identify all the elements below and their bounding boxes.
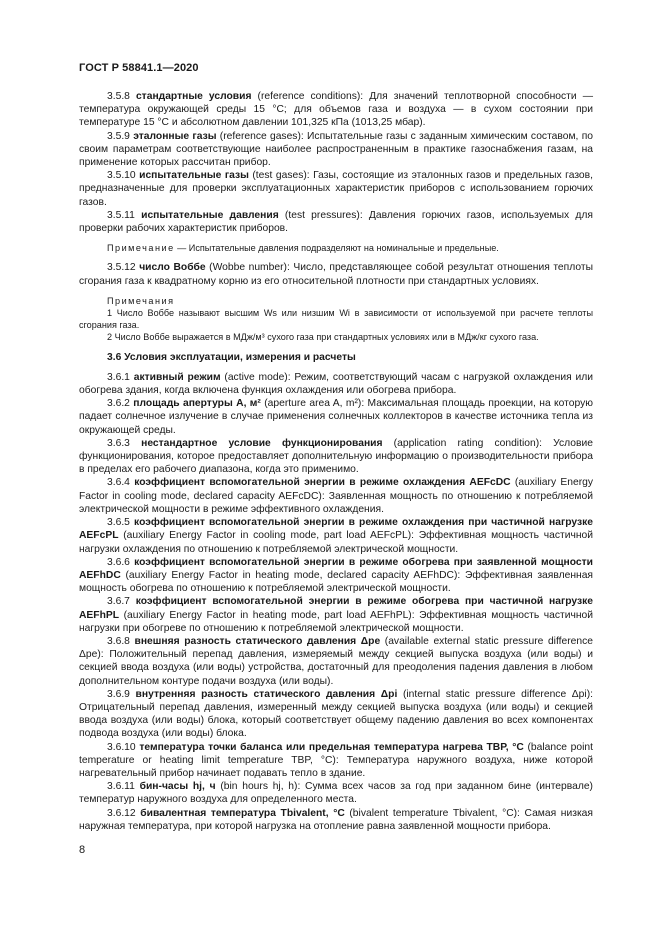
definition-3-6-1 [79, 371, 593, 397]
definition-3-5-9 [79, 130, 593, 170]
term: коэффициент вспомогательной энергии в режиме охлаждения при частичной нагрузке AEFcPL [79, 517, 593, 542]
note-item-1: 1 Число Воббе называют высшим Ws или низшим Wi в зависимости от используемой при расчете теплоты сгорания газа. [79, 308, 593, 331]
page-number: 8 [79, 844, 86, 856]
definition-text: (auxiliary Energy Factor in heating mode, part load AEFhPL): Эффективная мощность частичной нагрузки при обогреве по отношению к потребляемой электрической мощности. [79, 609, 593, 634]
term: испытательные давления [141, 209, 279, 221]
standard-code-header: ГОСТ Р 58841.1—2020 [79, 62, 199, 74]
notes-label: Примечания [107, 295, 175, 306]
term: внешняя разность статического давления Δpe [134, 635, 381, 647]
term: коэффициент вспомогательной энергии в режиме обогрева при частичной нагрузке AEFhPL [79, 596, 593, 621]
definition-text: (available external static pressure difference Δpe): Положительный перепад давления, измеряемый между секцией выпуска воздуха (или воды) и секцией ввода воздуха (или воды) устройства, достаточный для преодоления падения давления в любом дополнительном контуре подачи воздуха (или воды). [79, 635, 593, 687]
definition-text: (auxiliary Energy Factor in cooling mode, part load AEFcPL): Эффективная мощность частичной нагрузки охлаждения по отношению к потребляемой электрической мощности. [79, 530, 593, 555]
definition-3-6-11 [79, 780, 593, 806]
definition-text: (aperture area A, m²): Максимальная площадь проекции, на которую падает солнечное излучение в случае применения солнечных коллекторов в качестве источника тепла из окружающей среды. [79, 398, 593, 436]
definition-text: (auxiliary Energy Factor in heating mode, declared capacity AEFhDC): Эффективная заявленная мощность обогрева по отношению к потребляемой электрической мощности. [79, 569, 593, 595]
definition-text: (application rating condition): Условие функционирования, которое предоставляет дополнительную информацию о производительности прибора в пределах его рабочего диапазона, когда это применимо. [79, 437, 593, 476]
definition-3-6-12 [79, 807, 593, 833]
term: испытательные газы [139, 170, 249, 182]
section-title-3-6: 3.6 Условия эксплуатации, измерения и расчеты [107, 351, 356, 363]
note-test-pressures [79, 242, 593, 254]
term: площадь апертуры A, м² [133, 398, 261, 410]
definition-text: (bin hours hj, h): Сумма всех часов за год при заданном бине (интервале) температур наружного воздуха для определенного места. [79, 781, 593, 806]
term: число Воббе [139, 262, 206, 274]
definition-text: (test pressures): Давления горючих газов, используемых для проверки рабочих характеристик приборов. [79, 209, 593, 235]
clause-number: 3.5.10 [107, 170, 136, 182]
definition-text: (bivalent temperature Tbivalent, °C): Самая низкая наружная температура, при которой нагрузка на отопление равна заявленной мощности прибора. [79, 807, 593, 832]
clause-number: 3.6.8 [107, 635, 130, 647]
clause-number: 3.6.9 [107, 688, 130, 700]
clause-number: 3.6.7 [107, 596, 130, 608]
term: коэффициент вспомогательной энергии в режиме охлаждения AEFcDC [134, 477, 511, 489]
definition-text: (active mode): Режим, соответствующий часам с нагрузкой охлаждения или обогрева здания, когда включена функция охлаждения или обогрева прибора. [79, 371, 593, 397]
definition-text: (auxiliary Energy Factor in cooling mode, declared capacity AEFcDC): Заявленная мощность по отношению к потребляемой электрической мощности в режиме эффективного охлаждения. [79, 477, 594, 515]
definition-3-6-6 [79, 556, 593, 596]
clause-number: 3.6.1 [107, 371, 130, 383]
definition-3-6-4 [79, 476, 593, 516]
term: бин-часы hj, ч [139, 781, 216, 793]
definition-3-5-8 [79, 90, 593, 130]
definition-3-6-2 [79, 397, 593, 437]
clause-number: 3.6.6 [107, 556, 130, 568]
term: бивалентная температура Tbivalent, °C [140, 807, 345, 819]
clause-number: 3.6.2 [107, 398, 130, 410]
notes-wobbe [79, 295, 593, 344]
clause-number: 3.6.12 [107, 807, 136, 819]
definition-text: (reference gases): Испытательные газы с заданным химическим составом, по своим параметрам соответствующие наиболее распространенным в практике газоснабжения газам, на применение которых рассчитан прибор. [79, 130, 593, 169]
clause-number: 3.5.9 [107, 130, 130, 142]
term: коэффициент вспомогательной энергии в режиме обогрева при заявленной мощности AEFhDC [79, 556, 593, 581]
term: внутренняя разность статического давления Δpi [135, 688, 398, 700]
clause-number: 3.6.3 [107, 437, 130, 449]
definition-3-6-7 [79, 595, 593, 635]
clause-number: 3.6.11 [107, 781, 135, 793]
term: стандартные условия [135, 91, 252, 102]
definition-3-6-8 [79, 635, 593, 688]
note-label: Примечание [107, 243, 175, 254]
clause-number: 3.5.12 [107, 262, 136, 274]
definition-3-5-10 [79, 169, 593, 209]
document-body [79, 90, 593, 833]
term: активный режим [133, 371, 221, 383]
definition-text: (balance point temperature or heating limit temperature TBP, °C): Температура наружного воздуха, ниже которой нагревательный прибор начинает подавать тепло в здание. [79, 741, 593, 779]
definition-3-6-5 [79, 516, 593, 556]
definition-text: (Wobbe number): Число, представляющее собой результат отношения теплоты сгорания газа к квадратному корню из его относительной плотности при стандартных условиях. [79, 262, 593, 287]
clause-number: 3.5.8 [107, 91, 130, 102]
clause-number: 3.6.5 [107, 517, 130, 529]
term: температура точки баланса или предельная температура нагрева TBP, °C [139, 741, 524, 753]
definition-text: (internal static pressure difference Δpi): Отрицательный перепад давления, измеренный между секцией выпуска воздуха (или воды) и секцией ввода воздуха (или воды) блока, который соответствует общему падению давления во всех компонентах подвода воздуха (или воды) блока. [79, 688, 593, 740]
clause-number: 3.6.10 [107, 741, 136, 753]
definition-3-5-12 [79, 261, 593, 287]
term: эталонные газы [133, 130, 217, 142]
definition-3-6-3 [79, 437, 593, 477]
definition-text: (reference conditions): Для значений теплотворной способности — температура окружающей среды 15 °C; для объемов газа и воздуха — в сухом состоянии при температуре 15 °C и абсолютном давлении 101,325 кПа (1013,25 мбар). [79, 91, 593, 129]
definition-text: (test gases): Газы, состоящие из эталонных газов и предельных газов, предназначенные для проверки эксплуатационных характеристик приборов с использованием горючих газов. [79, 170, 593, 208]
definition-3-5-11 [79, 209, 593, 235]
definition-3-6-9 [79, 688, 593, 741]
clause-number: 3.5.11 [107, 209, 135, 221]
definition-3-6-10 [79, 741, 593, 781]
note-item-2: 2 Число Воббе выражается в МДж/м³ сухого газа при стандартных условиях или в МДж/кг сухого газа. [107, 332, 539, 343]
note-text: — Испытательные давления подразделяют на номинальные и предельные. [174, 243, 499, 254]
term: нестандартное условие функционирования [141, 437, 383, 449]
clause-number: 3.6.4 [107, 477, 130, 489]
